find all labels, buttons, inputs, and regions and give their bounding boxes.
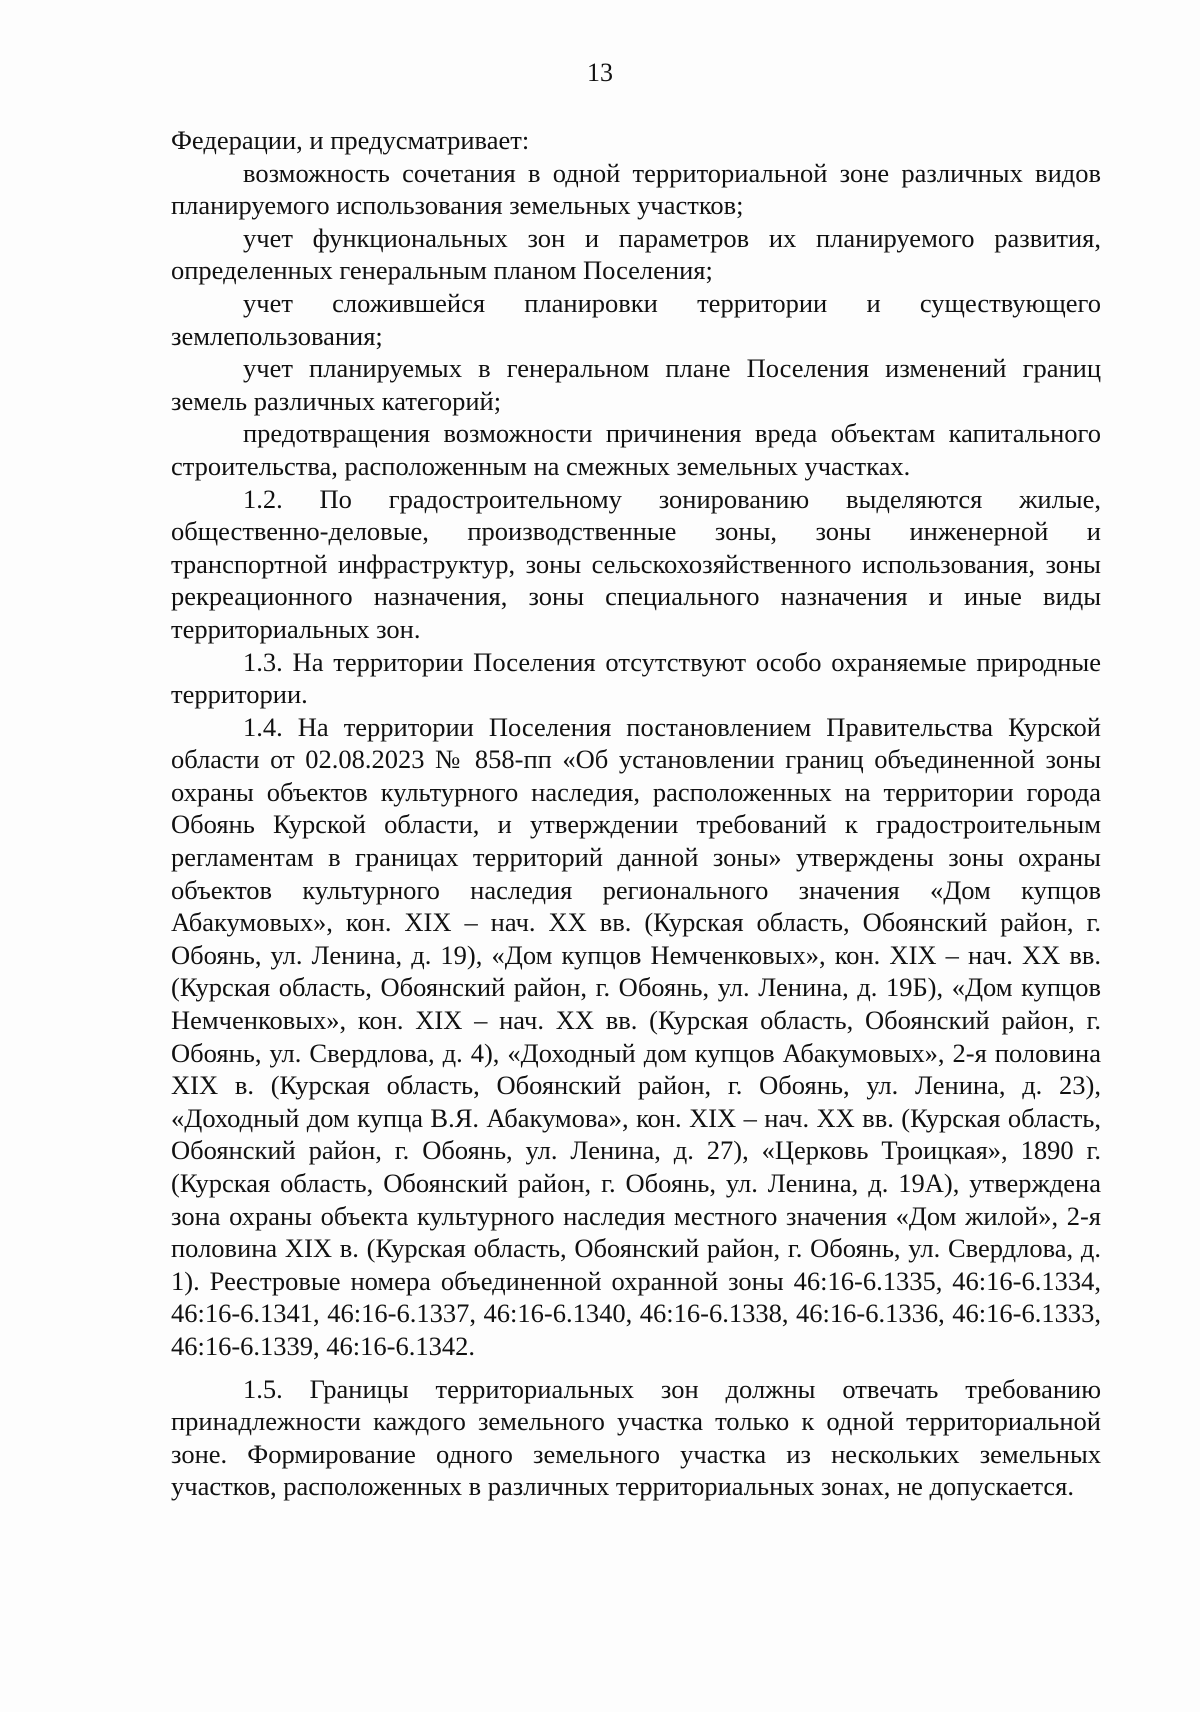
document-body xyxy=(171,124,1101,1503)
paragraph-1-4: 1.4. На территории Поселения постановлением Правительства Курской области от 02.08.2023 № 858-пп «Об установлении границ объединенной зоны охраны объектов культурного наследия, расположенных на территории города Обоянь Курской области, и утверждении требований к градостроительным регламентам в границах территорий данной зоны» утверждены зоны охраны объектов культурного наследия регионального значения «Дом купцов Абакумовых», кон. XIX – нач. XX вв. (Курская область, Обоянский район, г. Обоянь, ул. Ленина, д. 19), «Дом купцов Немченковых», кон. XIX – нач. XX вв. (Курская область, Обоянский район, г. Обоянь, ул. Ленина, д. 19Б), «Дом купцов Немченковых», кон. XIX – нач. XX вв. (Курская область, Обоянский район, г. Обоянь, ул. Свердлова, д. 4), «Доходный дом купцов Абакумовых», 2-я половина XIX в. (Курская область, Обоянский район, г. Обоянь, ул. Ленина, д. 23), «Доходный дом купца В.Я. Абакумова», кон. XIX – нач. XX вв. (Курская область, Обоянский район, г. Обоянь, ул. Ленина, д. 27), «Церковь Троицкая», 1890 г. (Курская область, Обоянский район, г. Обоянь, ул. Ленина, д. 19А), утверждена зона охраны объекта культурного наследия местного значения «Дом жилой», 2-я половина XIX в. (Курская область, Обоянский район, г. Обоянь, ул. Свердлова, д. 1). Реестровые номера объединенной охранной зоны 46:16-6.1335, 46:16-6.1334, 46:16-6.1341, 46:16-6.1337, 46:16-6.1340, 46:16-6.1338, 46:16-6.1336, 46:16-6.1333, 46:16-6.1339, 46:16-6.1342. xyxy=(171,711,1101,1361)
paragraph-4: учет планируемых в генеральном плане Поселения изменений границ земель различных категорий; xyxy=(171,353,1101,416)
paragraph-1: возможность сочетания в одной территориальной зоне различных видов планируемого использования земельных участков; xyxy=(171,157,1101,221)
paragraph-0: Федерации, и предусматривает: xyxy=(171,125,530,155)
paragraph-1-5: 1.5. Границы территориальных зон должны отвечать требованию принадлежности каждого земельного участка только к одной территориальной зоне. Формирование одного земельного участка из нескольких земельных участков, расположенных в различных территориальных зонах, не допускается. xyxy=(171,1373,1101,1502)
paragraph-2: учет функциональных зон и параметров их планируемого развития, определенных генеральным планом Поселения; xyxy=(171,222,1101,286)
paragraph-5: предотвращения возможности причинения вреда объектам капитального строительства, расположенным на смежных земельных участках. xyxy=(171,418,1101,481)
page-number: 13 xyxy=(587,58,613,87)
paragraph-1-3: 1.3. На территории Поселения отсутствуют особо охраняемые природные территории. xyxy=(171,646,1101,710)
paragraph-1-2: 1.2. По градостроительному зонированию выделяются жилые, общественно-деловые, производственные зоны, зоны инженерной и транспортной инфраструктур, зоны сельскохозяйственного использования, зоны рекреационного назначения, зоны специального назначения и иные виды территориальных зон. xyxy=(171,483,1101,644)
paragraph-3: учет сложившейся планировки территории и существующего землепользования; xyxy=(171,287,1101,351)
